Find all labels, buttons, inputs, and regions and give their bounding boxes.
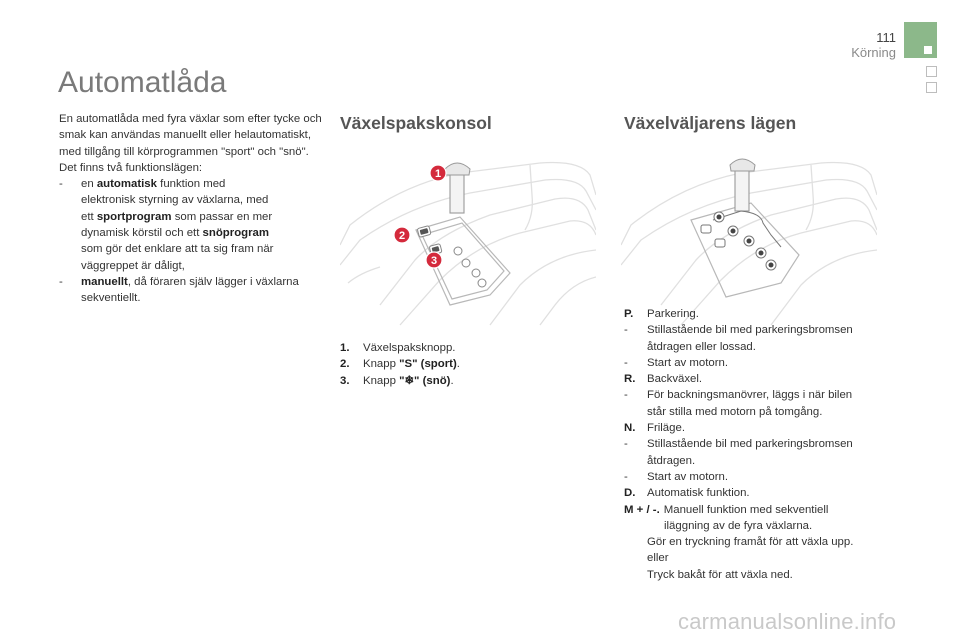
- mode-park: P. Parkering.: [624, 308, 699, 320]
- callout-1: 1: [434, 168, 442, 180]
- bullet-automatic-line: elektronisk styrning av växlarna, med: [81, 194, 269, 207]
- bullet-manual: - manuellt, då föraren själv lägger i växlarna sekventiellt.: [59, 275, 299, 305]
- legend-item: 2. Knapp "S" (sport).: [340, 358, 460, 371]
- mode-detail: - Start av motorn.: [624, 470, 729, 483]
- bullet-automatic-line: som gör det enklare att ta sig fram när: [81, 243, 274, 256]
- callout-2: 2: [398, 230, 406, 242]
- mode-detail-cont: står stilla med motorn på tomgång.: [647, 405, 823, 418]
- chapter-tab[interactable]: [926, 66, 937, 77]
- mode-detail-cont: åtdragen eller lossad.: [647, 340, 756, 353]
- watermark: carmanualsonline.info: [678, 609, 897, 634]
- chapter-tab-active[interactable]: [904, 22, 937, 58]
- tab-marker-icon: [924, 46, 932, 54]
- modes-list: [624, 306, 889, 583]
- section-title-modes: Växelväljarens lägen: [624, 113, 797, 133]
- legend-item: 3. Knapp "❄" (snö).: [340, 374, 454, 387]
- mode-action: Tryck bakåt för att växla ned.: [647, 568, 793, 581]
- page-number: 111: [876, 30, 896, 45]
- mode-reverse: R. Backväxel.: [624, 373, 703, 386]
- bullet-automatic-line: dynamisk körstil och ett snöprogram: [81, 227, 269, 240]
- intro-paragraph: En automatlåda med fyra växlar som efter tycke och smak kan användas manuellt eller helautomatiskt, med tillgång till körprogrammen "sport" och "snö".: [59, 113, 322, 158]
- bullet-automatic-line: väggreppet är dåligt,: [81, 259, 185, 272]
- bullet-automatic: - en automatisk funktion med: [59, 178, 226, 191]
- mode-detail: - För backningsmanövrer, läggs i när bilen: [624, 389, 853, 402]
- mode-or: eller: [647, 552, 669, 565]
- page-title: Automatlåda: [58, 66, 227, 99]
- console-legend: [340, 340, 610, 389]
- section-name: Körning: [851, 45, 896, 60]
- mode-detail: - Start av motorn.: [624, 356, 729, 369]
- legend-item: 1. Växelspaksknopp.: [340, 342, 456, 354]
- mode-detail: - Stillastående bil med parkeringsbromsen: [624, 324, 853, 337]
- section-title-console: Växelspakskonsol: [340, 113, 492, 133]
- mode-manual: M + / -. Manuell funktion med sekventiell: [624, 503, 829, 516]
- mode-manual-cont: iläggning av de fyra växlarna.: [664, 519, 813, 532]
- mode-drive: D. Automatisk funktion.: [624, 487, 750, 500]
- gear-console-illustration: [340, 155, 596, 335]
- mode-detail: - Stillastående bil med parkeringsbromsen: [624, 438, 853, 451]
- bullet-automatic-line: ett sportprogram som passar en mer: [81, 210, 273, 223]
- mode-detail-cont: åtdragen.: [647, 454, 696, 467]
- mode-neutral: N. Friläge.: [624, 422, 685, 435]
- chapter-tab[interactable]: [926, 82, 937, 93]
- callout-3: 3: [430, 255, 438, 267]
- intro-text: [59, 111, 329, 307]
- intro-modes-lead: Det finns två funktionslägen:: [59, 161, 203, 174]
- mode-action: Gör en tryckning framåt för att växla upp.: [647, 536, 854, 549]
